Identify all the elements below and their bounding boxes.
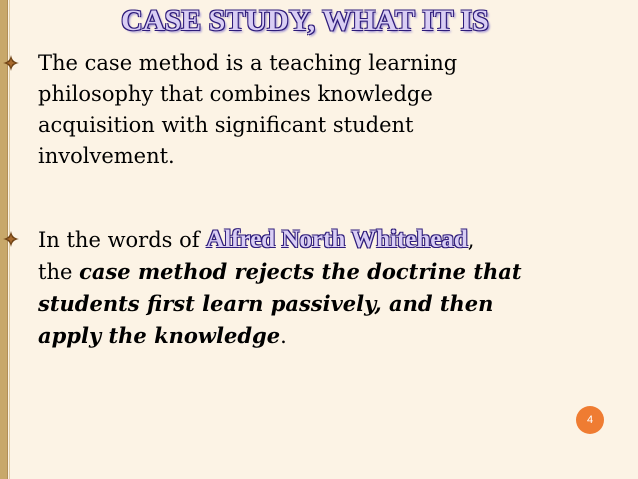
bullet-1-line-4: involvement.	[38, 144, 175, 168]
bullet-2-period: .	[280, 324, 287, 348]
page-number-badge: 4	[576, 406, 604, 434]
bullet-2-line-4	[38, 320, 628, 352]
bullet-2-text	[38, 224, 628, 352]
bullet-2-line-3	[38, 288, 628, 320]
bullet-2-line-3-emph: students first learn passively, and then	[38, 291, 494, 316]
diamond-bullet-icon	[2, 230, 20, 248]
bullet-1-line-3: acquisition with significant student	[38, 113, 414, 137]
bullet-1-line-1: The case method is a teaching learning	[38, 51, 458, 75]
bullet-2-intro: In the words of	[38, 228, 207, 252]
bullet-2-comma: ,	[467, 228, 475, 252]
bullet-1-line-2: philosophy that combines knowledge	[38, 82, 433, 106]
bullet-2-line-1	[38, 224, 628, 256]
bullet-2-line-4-emph: apply the knowledge	[38, 323, 281, 348]
author-name: Alfred North Whitehead	[206, 226, 468, 253]
bullet-2-line-2-plain: the	[38, 260, 80, 284]
slide-title-text: CASE STUDY, WHAT IT IS	[121, 4, 489, 37]
bullet-2-line-2	[38, 256, 628, 288]
bullet-2-line-2-emph: case method rejects the doctrine that	[79, 259, 522, 284]
diamond-bullet-icon	[2, 54, 20, 72]
bullet-1-text	[38, 48, 628, 172]
slide-title	[0, 4, 638, 38]
